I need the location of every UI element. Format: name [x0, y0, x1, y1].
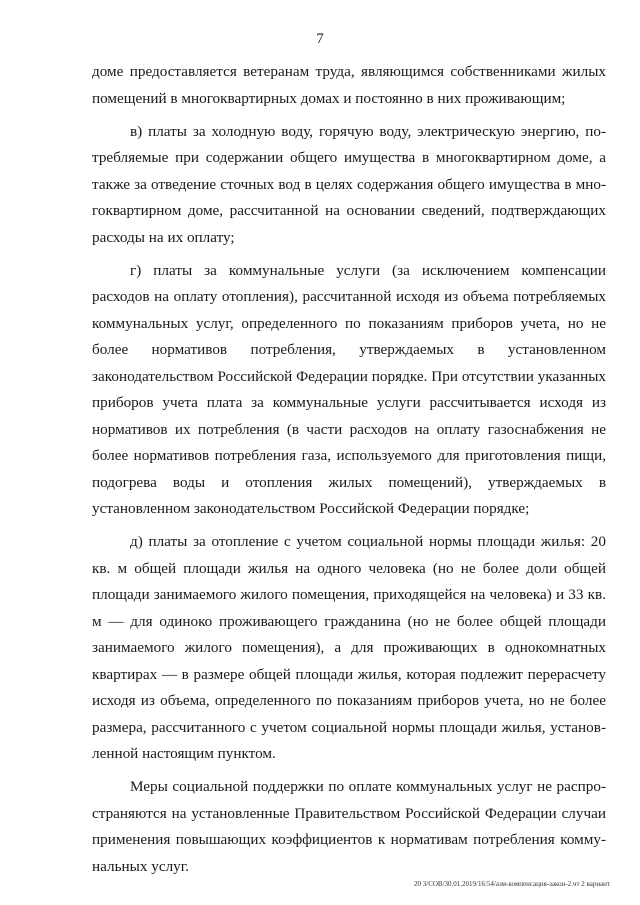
document-footer-reference: 20 3/СОВ/30.01.2019/16:54/азм-компенсация-закон-2.чт 2 вариант: [414, 880, 610, 888]
paragraph-closing: Меры социальной поддержки по оплате коммунальных услуг не распространяются на установленные Правительством Российской Федерации случаи применения повышающих коэффициентов к нормативам потребления коммунальных услуг.: [92, 778, 606, 875]
paragraph-item-d: д) платы за отопление с учетом социальной нормы площади жилья: 20 кв. м общей площади жилья на одного человека (но не более доли общей площади занимаемого жилого помещения, приходящейся на человека) и 33 кв. м — для одиноко проживающего гражданина (но не более общей площади занимаемого жилого помещения), а для проживающих в однокомнатных квартирах — в размере общей площади жилья, которая подлежит перерасчету исходя из объема, определенного по показаниям приборов учета, но не более размера, рассчитанного с учетом социальной нормы площади жилья, установленной настоящим пунктом.: [92, 533, 606, 762]
paragraph-item-v: в) платы за холодную воду, горячую воду, электрическую энергию, потребляемые при содержании общего имущества в многоквартирном доме, а также за отведение сточных вод в целях содержания общего имущества в многоквартирном доме, рассчитанной на основании сведений, подтверждающих расходы на их оплату;: [92, 122, 606, 246]
paragraph-1: доме предоставляется ветеранам труда, являющимся собственниками жилых помещений в многоквартирных домах и постоянно в них проживающим;: [92, 63, 606, 107]
page-number: 7: [316, 31, 324, 47]
paragraph-item-g: г) платы за коммунальные услуги (за исключением компенсации расходов на оплату отопления), рассчитанной исходя из объема потребляемых коммунальных услуг, определенного по показаниям приборов учета, но не более нормативов потребления, утверждаемых в установленном законодательством Российской Федерации порядке. При отсутствии указанных приборов учета плата за коммунальные услуги рассчитывается исходя из нормативов их потребления (в части расходов на оплату газоснабжения не более нормативов потребления газа, используемого для приготовления пищи, подогрева воды и отопления жилых помещений), утверждаемых в установленном законодательством Российской Федерации порядке;: [92, 261, 606, 517]
document-body: [92, 59, 606, 880]
